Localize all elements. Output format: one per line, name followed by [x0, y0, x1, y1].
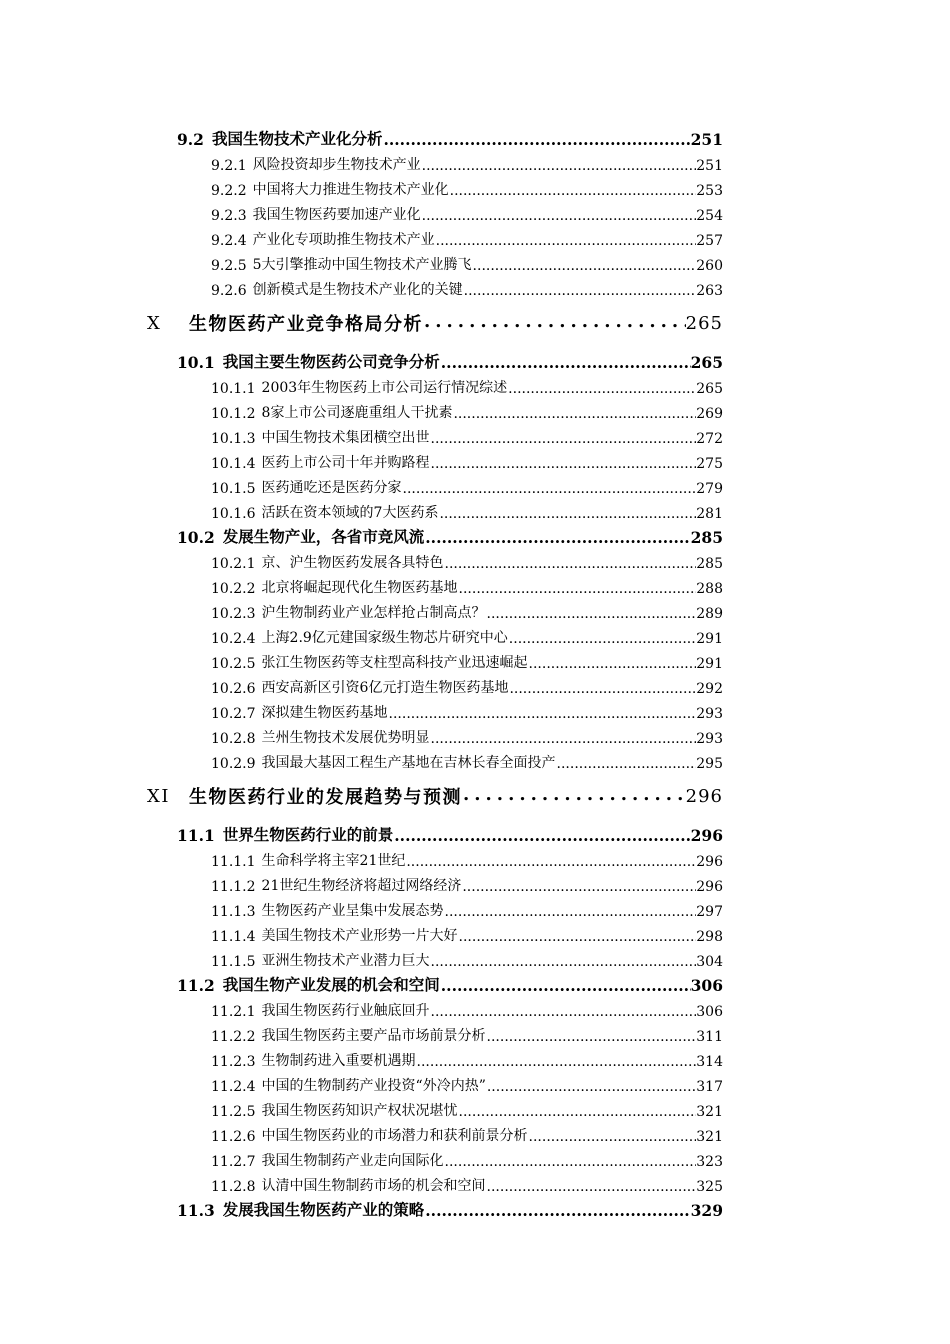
- toc-entry-number: 10.2.7: [211, 706, 256, 722]
- toc-entry-page: 292: [696, 681, 723, 697]
- toc-entry-title: 发展生物产业，各省市竞风流: [222, 527, 425, 546]
- toc-entry-number: 9.2.6: [211, 283, 247, 299]
- toc-entry-title: 生物医药产业呈集中发展态势: [261, 903, 444, 919]
- dot-leader: [425, 1202, 690, 1220]
- toc-entry-number: 10.1.4: [211, 456, 256, 472]
- toc-entry-title: 我国主要生物医药公司竞争分析: [222, 352, 440, 371]
- toc-entry-number: 10.2.9: [211, 756, 256, 772]
- toc-subsection[interactable]: [0, 497, 723, 522]
- toc-subsection[interactable]: [0, 995, 723, 1020]
- toc-entry-number: 11.2.8: [211, 1179, 256, 1195]
- toc-section[interactable]: [0, 820, 723, 845]
- toc-entry-page: 306: [696, 1004, 723, 1020]
- toc-entry-number: 9.2.4: [211, 233, 247, 249]
- toc-subsection[interactable]: [0, 1045, 723, 1070]
- toc-entry-title: 我国生物技术产业化分析: [211, 129, 383, 148]
- toc-entry-number: 11.2: [177, 976, 215, 995]
- toc-entry-number: XI: [147, 785, 170, 807]
- toc-subsection[interactable]: [0, 472, 723, 497]
- toc-subsection[interactable]: [0, 622, 723, 647]
- toc-entry-page: 263: [696, 283, 723, 299]
- dot-leader: [417, 1053, 697, 1070]
- dot-leader: [389, 705, 697, 722]
- toc-entry-number: 9.2.5: [211, 258, 247, 274]
- toc-entry-number: 10.2.4: [211, 631, 256, 647]
- toc-section[interactable]: [0, 522, 723, 547]
- toc-entry-page: 304: [696, 954, 723, 970]
- dot-leader: [394, 827, 690, 845]
- toc-entry-title: 我国生物医药行业触底回升: [261, 1003, 430, 1019]
- toc-subsection[interactable]: [0, 895, 723, 920]
- dot-leader: [403, 480, 697, 497]
- toc-entry-number: 11.2.7: [211, 1154, 256, 1170]
- dot-leader: [422, 157, 697, 174]
- toc-subsection[interactable]: [0, 447, 723, 472]
- toc-subsection[interactable]: [0, 572, 723, 597]
- toc-entry-page: 279: [696, 481, 723, 497]
- toc-entry-page: 311: [696, 1029, 723, 1045]
- toc-subsection[interactable]: [0, 870, 723, 895]
- toc-entry-page: 253: [696, 183, 723, 199]
- toc-entry-page: 272: [696, 431, 723, 447]
- toc-entry-page: 296: [690, 826, 723, 845]
- toc-entry-page: 295: [696, 756, 723, 772]
- toc-entry-title: 生物医药产业竞争格局分析: [189, 314, 423, 335]
- dot-leader: [445, 1153, 697, 1170]
- toc-entry-title: 医药上市公司十年并购路程: [261, 455, 430, 471]
- toc-subsection[interactable]: [0, 1020, 723, 1045]
- toc-subsection[interactable]: [0, 945, 723, 970]
- dot-leader: [487, 605, 697, 622]
- toc-subsection[interactable]: [0, 372, 723, 397]
- toc-subsection[interactable]: [0, 597, 723, 622]
- toc-chapter[interactable]: [0, 299, 723, 347]
- toc-entry-number: 9.2.1: [211, 158, 247, 174]
- toc-subsection[interactable]: [0, 1120, 723, 1145]
- dot-leader: [383, 131, 690, 149]
- toc-subsection[interactable]: [0, 397, 723, 422]
- dot-leader: [462, 878, 696, 895]
- toc-entry-title: 生物医药行业的发展趋势与预测: [189, 787, 462, 808]
- toc-entry-page: 325: [696, 1179, 723, 1195]
- toc-entry-number: 11.1.4: [211, 929, 256, 945]
- toc-entry-page: 321: [696, 1104, 723, 1120]
- toc-entry-title: 我国生物制药产业走向国际化: [261, 1153, 444, 1169]
- dot-leader: [473, 257, 697, 274]
- toc-entry-title: 8家上市公司逐鹿重组人干扰素: [261, 405, 453, 421]
- toc-entry-number: 10.2.8: [211, 731, 256, 747]
- dot-leader: [422, 207, 697, 224]
- dot-leader: [425, 529, 690, 547]
- toc-entry-number: 11.2.3: [211, 1054, 256, 1070]
- toc-subsection[interactable]: [0, 199, 723, 224]
- toc-entry-title: 兰州生物技术发展优势明显: [261, 730, 430, 746]
- toc-subsection[interactable]: [0, 249, 723, 274]
- toc-entry-number: 10.2.2: [211, 581, 256, 597]
- toc-subsection[interactable]: [0, 845, 723, 870]
- toc-entry-number: 11.2.4: [211, 1079, 256, 1095]
- dot-leader: [450, 182, 697, 199]
- toc-subsection[interactable]: [0, 647, 723, 672]
- dot-leader: [431, 430, 697, 447]
- toc-entry-page: 254: [696, 208, 723, 224]
- toc-entry-page: 306: [690, 976, 723, 995]
- dot-leader: [431, 953, 697, 970]
- toc-subsection[interactable]: [0, 422, 723, 447]
- toc-entry-title: 深拟建生物医药基地: [261, 705, 388, 721]
- toc-entry-title: 西安高新区引资6亿元打造生物医药基地: [261, 680, 509, 696]
- toc-entry-title: 张江生物医药等支柱型高科技产业迅速崛起: [261, 655, 528, 671]
- toc-entry-title: 2003年生物医药上市公司运行情况综述: [261, 380, 508, 396]
- toc-entry-title: 中国将大力推进生物技术产业化: [252, 182, 449, 198]
- toc-entry-title: 世界生物医药行业的前景: [222, 825, 394, 844]
- toc-entry-number: X: [147, 312, 162, 334]
- toc-entry-number: 11.1: [177, 826, 215, 845]
- dot-leader: [463, 785, 686, 807]
- toc-entry-number: 11.2.1: [211, 1004, 256, 1020]
- toc-entry-title: 中国的生物制药产业投资“外冷内热”: [261, 1078, 486, 1094]
- toc-entry-number: 11.3: [177, 1201, 215, 1220]
- dot-leader: [487, 1178, 697, 1195]
- toc-entry-number: 11.2.5: [211, 1104, 256, 1120]
- toc-entry-title: 生物制药进入重要机遇期: [261, 1053, 416, 1069]
- toc-entry-page: 265: [696, 381, 723, 397]
- dot-leader: [529, 655, 697, 672]
- toc-chapter[interactable]: [0, 772, 723, 820]
- dot-leader: [424, 312, 686, 334]
- toc-entry-page: 281: [696, 506, 723, 522]
- toc-entry-number: 10.1.5: [211, 481, 256, 497]
- table-of-contents: [0, 124, 950, 1220]
- toc-entry-page: 269: [696, 406, 723, 422]
- toc-entry-title: 亚洲生物技术产业潜力巨大: [261, 953, 430, 969]
- dot-leader: [436, 232, 697, 249]
- toc-entry-number: 11.2.6: [211, 1129, 256, 1145]
- toc-entry-number: 10.2.5: [211, 656, 256, 672]
- toc-entry-title: 我国生物医药主要产品市场前景分析: [261, 1028, 486, 1044]
- toc-entry-page: 285: [696, 556, 723, 572]
- dot-leader: [459, 580, 697, 597]
- toc-subsection[interactable]: [0, 697, 723, 722]
- toc-entry-title: 中国生物医药业的市场潜力和获利前景分析: [261, 1128, 528, 1144]
- toc-entry-title: 北京将崛起现代化生物医药基地: [261, 580, 458, 596]
- toc-entry-title: 创新模式是生物技术产业化的关键: [252, 282, 463, 298]
- dot-leader: [431, 1003, 697, 1020]
- toc-section[interactable]: [0, 347, 723, 372]
- toc-entry-title: 我国生物产业发展的机会和空间: [222, 975, 440, 994]
- dot-leader: [487, 1028, 697, 1045]
- dot-leader: [445, 555, 697, 572]
- toc-entry-page: 314: [696, 1054, 723, 1070]
- dot-leader: [557, 755, 697, 772]
- toc-entry-number: 10.2: [177, 528, 215, 547]
- toc-entry-number: 10.1.2: [211, 406, 256, 422]
- toc-entry-page: 323: [696, 1154, 723, 1170]
- toc-entry-number: 10.2.6: [211, 681, 256, 697]
- toc-entry-number: 11.1.2: [211, 879, 256, 895]
- toc-entry-page: 265: [690, 353, 723, 372]
- toc-entry-page: 251: [690, 130, 723, 149]
- dot-leader: [509, 680, 696, 697]
- dot-leader: [441, 977, 691, 995]
- toc-entry-page: 321: [696, 1129, 723, 1145]
- dot-leader: [508, 380, 696, 397]
- toc-entry-page: 296: [685, 785, 723, 807]
- toc-entry-page: 251: [696, 158, 723, 174]
- toc-subsection[interactable]: [0, 149, 723, 174]
- toc-subsection[interactable]: [0, 224, 723, 249]
- toc-entry-number: 11.1.5: [211, 954, 256, 970]
- toc-subsection[interactable]: [0, 1170, 723, 1195]
- toc-subsection[interactable]: [0, 747, 723, 772]
- toc-entry-title: 中国生物技术集团横空出世: [261, 430, 430, 446]
- toc-subsection[interactable]: [0, 672, 723, 697]
- toc-subsection[interactable]: [0, 274, 723, 299]
- toc-entry-title: 沪生物制药业产业怎样抢占制高点？: [261, 605, 486, 621]
- dot-leader: [431, 455, 697, 472]
- toc-entry-title: 我国生物医药要加速产业化: [252, 207, 421, 223]
- dot-leader: [459, 1103, 697, 1120]
- toc-entry-title: 活跃在资本领域的7大医药系: [261, 505, 439, 521]
- toc-subsection[interactable]: [0, 547, 723, 572]
- dot-leader: [445, 903, 697, 920]
- toc-entry-title: 风险投资却步生物技术产业: [252, 157, 421, 173]
- dot-leader: [487, 1078, 696, 1095]
- toc-entry-page: 257: [696, 233, 723, 249]
- toc-entry-page: 291: [696, 656, 723, 672]
- dot-leader: [509, 630, 696, 647]
- toc-subsection[interactable]: [0, 1095, 723, 1120]
- toc-entry-title: 21世纪生物经济将超过网络经济: [261, 878, 462, 894]
- toc-subsection[interactable]: [0, 920, 723, 945]
- toc-entry-title: 认清中国生物制药市场的机会和空间: [261, 1178, 486, 1194]
- toc-entry-number: 9.2: [177, 130, 204, 149]
- toc-entry-page: 291: [696, 631, 723, 647]
- toc-entry-number: 9.2.2: [211, 183, 247, 199]
- toc-entry-number: 11.2.2: [211, 1029, 256, 1045]
- toc-entry-title: 发展我国生物医药产业的策略: [222, 1200, 425, 1219]
- toc-entry-page: 275: [696, 456, 723, 472]
- toc-section[interactable]: [0, 970, 723, 995]
- toc-entry-title: 我国生物医药知识产权状况堪忧: [261, 1103, 458, 1119]
- toc-entry-title: 京、沪生物医药发展各具特色: [261, 555, 444, 571]
- toc-entry-page: 289: [696, 606, 723, 622]
- toc-entry-number: 10.1.3: [211, 431, 256, 447]
- toc-entry-page: 265: [685, 312, 723, 334]
- toc-entry-title: 产业化专项助推生物技术产业: [252, 232, 435, 248]
- toc-subsection[interactable]: [0, 1070, 723, 1095]
- toc-entry-page: 329: [690, 1201, 723, 1220]
- toc-entry-number: 9.2.3: [211, 208, 247, 224]
- dot-leader: [431, 730, 697, 747]
- toc-subsection[interactable]: [0, 174, 723, 199]
- toc-entry-number: 10.2.1: [211, 556, 256, 572]
- toc-entry-page: 297: [696, 904, 723, 920]
- toc-entry-page: 296: [696, 879, 723, 895]
- toc-entry-number: 11.1.3: [211, 904, 256, 920]
- dot-leader: [441, 354, 691, 372]
- toc-entry-number: 10.1.6: [211, 506, 256, 522]
- toc-entry-title: 美国生物技术产业形势一片大好: [261, 928, 458, 944]
- toc-entry-title: 5大引擎推动中国生物技术产业腾飞: [252, 257, 472, 273]
- dot-leader: [459, 928, 697, 945]
- toc-entry-page: 288: [696, 581, 723, 597]
- toc-entry-number: 11.1.1: [211, 854, 256, 870]
- toc-entry-title: 生命科学将主宰21世纪: [261, 853, 406, 869]
- dot-leader: [406, 853, 696, 870]
- toc-entry-page: 296: [696, 854, 723, 870]
- toc-entry-title: 医药通吃还是医药分家: [261, 480, 402, 496]
- toc-entry-number: 10.1.1: [211, 381, 256, 397]
- dot-leader: [464, 282, 697, 299]
- toc-entry-page: 298: [696, 929, 723, 945]
- toc-section[interactable]: [0, 1195, 723, 1220]
- toc-subsection[interactable]: [0, 1145, 723, 1170]
- toc-entry-number: 10.1: [177, 353, 215, 372]
- toc-entry-title: 上海2.9亿元建国家级生物芯片研究中心: [261, 630, 508, 646]
- dot-leader: [439, 505, 696, 522]
- toc-subsection[interactable]: [0, 722, 723, 747]
- dot-leader: [453, 405, 696, 422]
- toc-entry-page: 293: [696, 706, 723, 722]
- toc-entry-page: 285: [690, 528, 723, 547]
- toc-entry-number: 10.2.3: [211, 606, 256, 622]
- toc-entry-page: 317: [696, 1079, 723, 1095]
- dot-leader: [529, 1128, 697, 1145]
- toc-entry-page: 293: [696, 731, 723, 747]
- toc-entry-title: 我国最大基因工程生产基地在吉林长春全面投产: [261, 755, 556, 771]
- toc-section[interactable]: [0, 124, 723, 149]
- toc-entry-page: 260: [696, 258, 723, 274]
